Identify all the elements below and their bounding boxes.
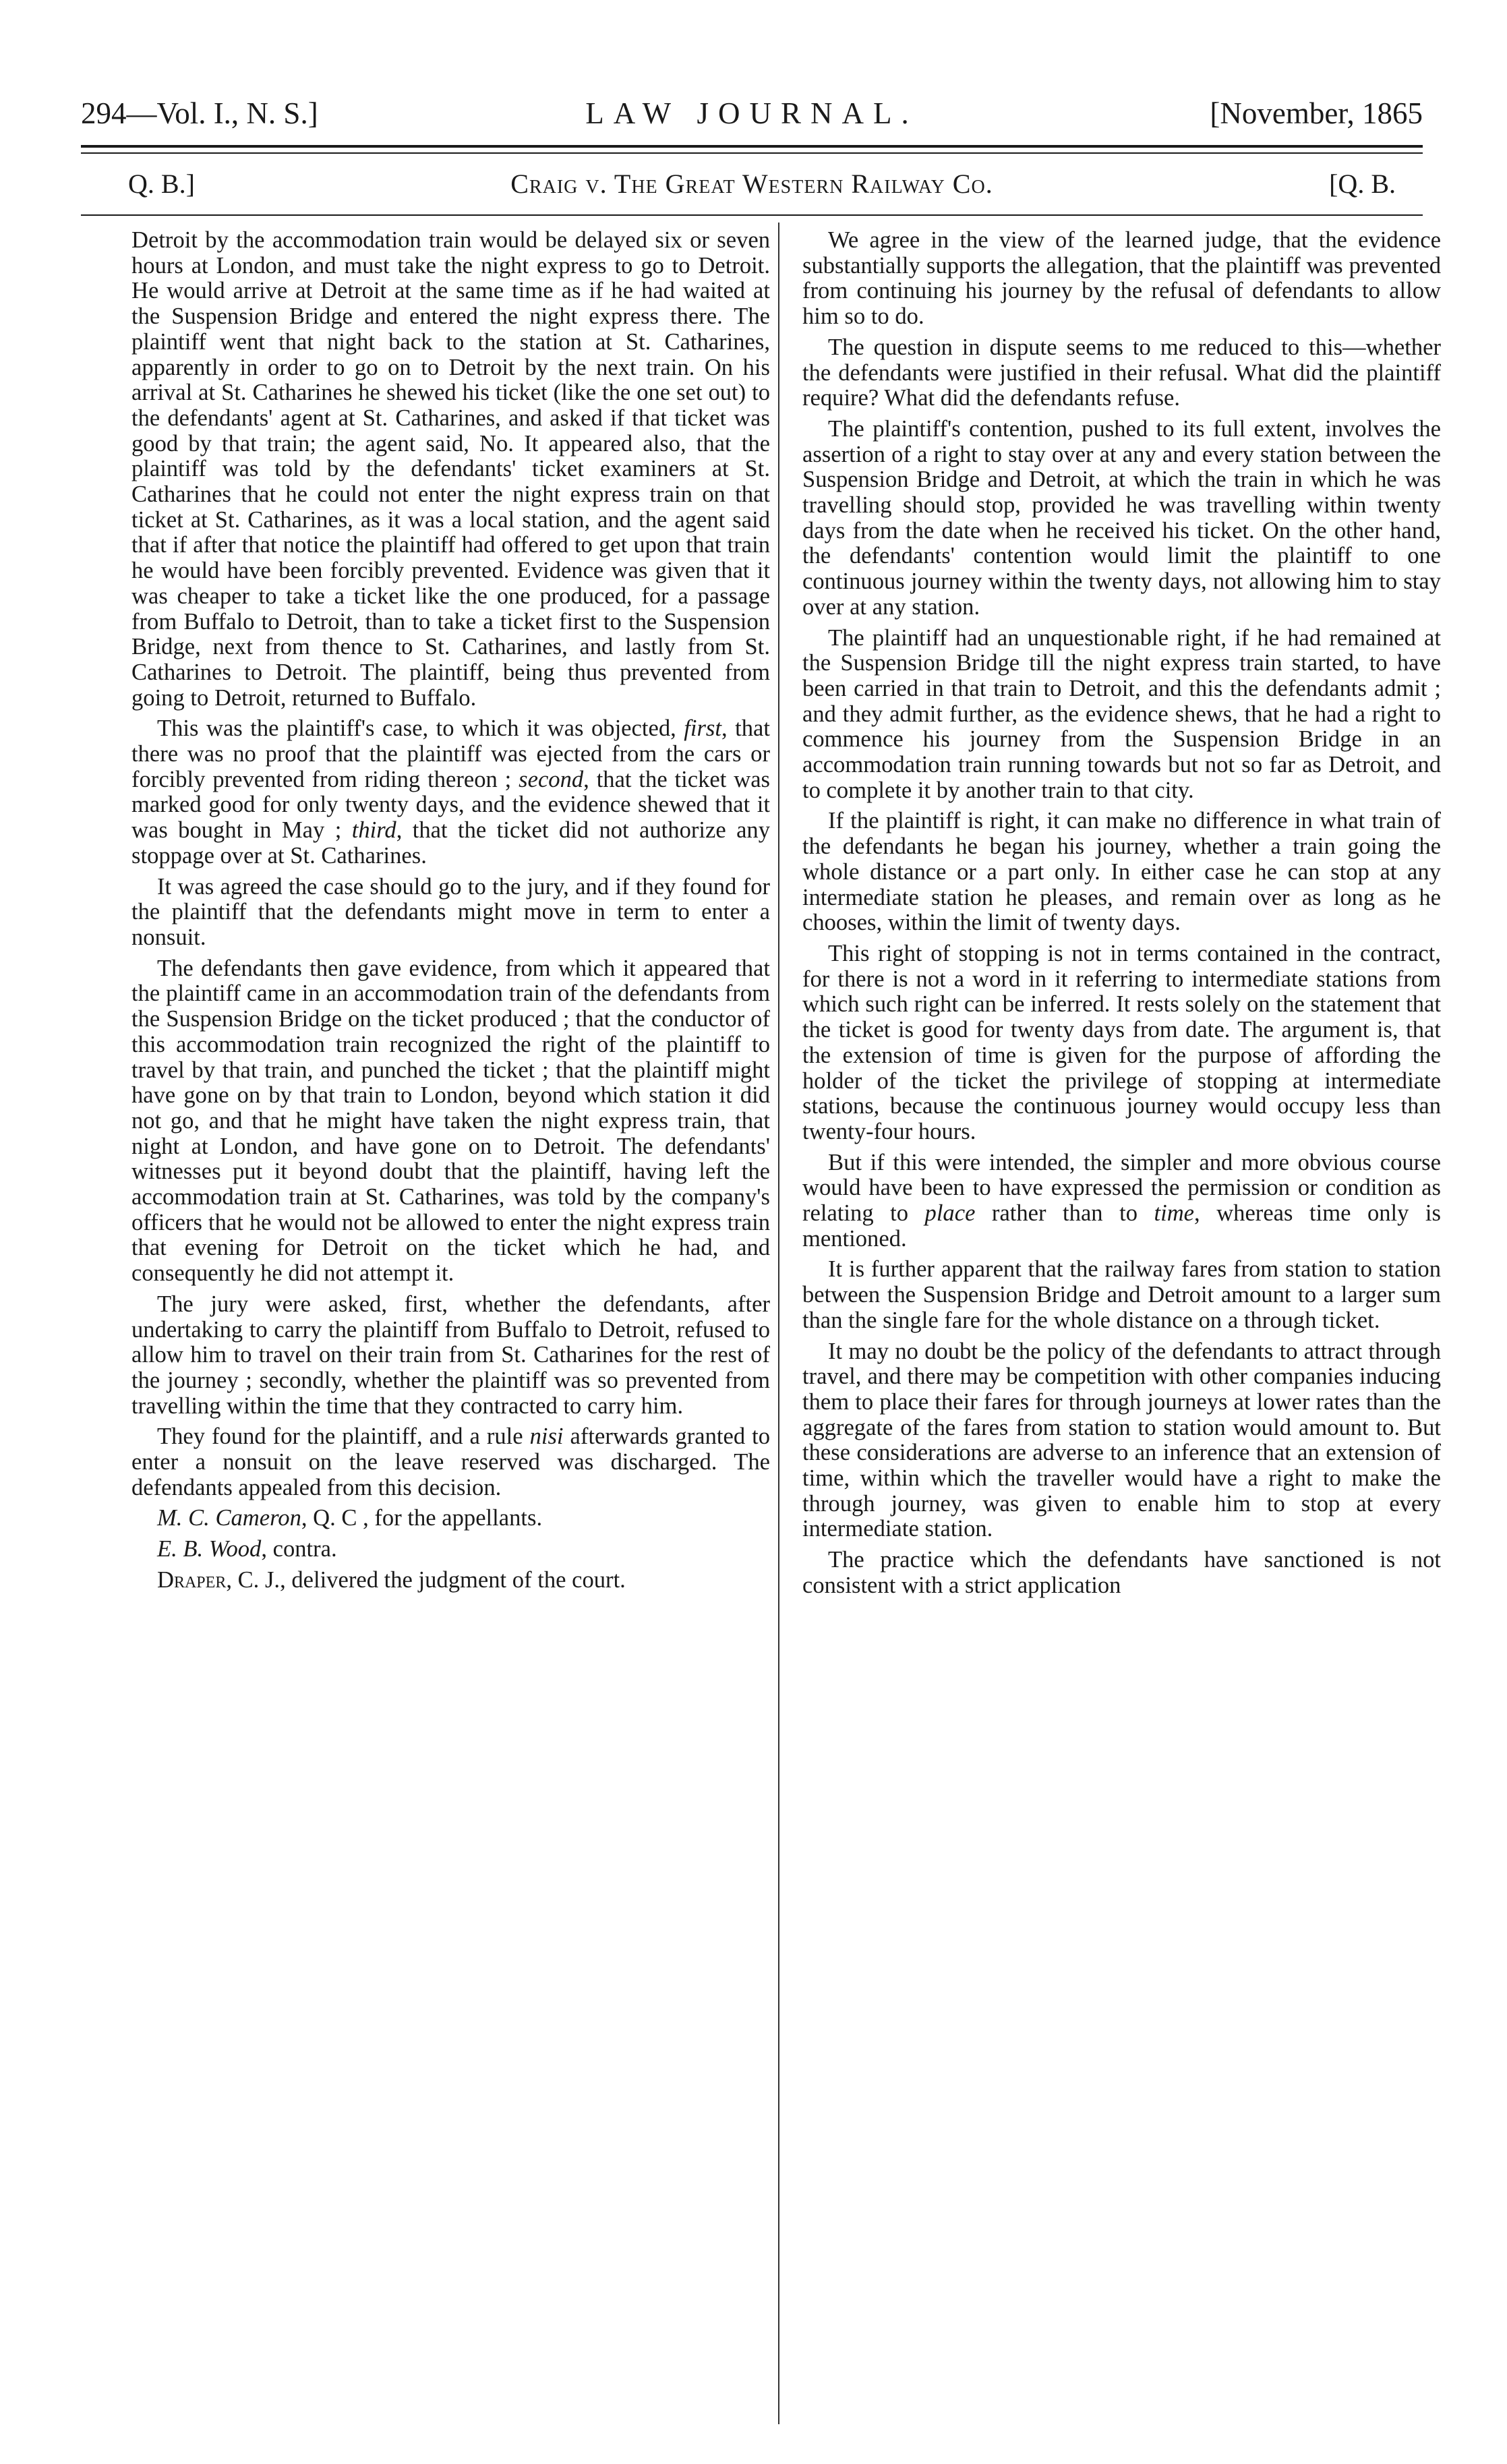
paragraph: The question in dispute seems to me reduced to this—whether the defendants were justified in their refusal. What did the plaintiff require? What did the defendants refuse.: [802, 334, 1441, 411]
page-volume-label: 294—Vol. I., N. S.]: [81, 96, 318, 130]
column-divider: [778, 223, 779, 2424]
paragraph: The plaintiff's contention, pushed to its full extent, involves the assertion of a right to stay over at any and every station between the Suspension Bridge and Detroit, at which the train in which he was travelling should stop, provided he was travelling within twenty days from the date when he received his ticket. On the other hand, the defendants' contention would limit the plaintiff to one continuous journey within the twenty days, not allowing him to stay over at any station.: [802, 415, 1441, 620]
paragraph: The jury were asked, first, whether the defendants, after undertaking to carry the plaintiff from Buffalo to Detroit, refused to allow him to travel on their train from St. Catharines for the rest of the journey ; secondly, whether the plaintiff was so prevented from travelling within the time that they contracted to carry him.: [131, 1291, 770, 1419]
journal-title: LAW JOURNAL.: [585, 96, 918, 130]
judgment-intro: Draper, C. J., delivered the judgment of the court.: [157, 1566, 626, 1593]
paragraph: They found for the plaintiff, and a rule nisi afterwards granted to enter a nonsuit on the leave reserved was discharged. The defendants appealed from this decision.: [131, 1424, 770, 1500]
case-title: Craig v. The Great Western Railway Co.: [510, 169, 993, 199]
left-column: [131, 228, 770, 1599]
header-rule-thin: [81, 152, 1423, 154]
paragraph: It was agreed the case should go to the jury, and if they found for the plaintiff that the defendants might move in term to enter a nonsuit.: [131, 873, 770, 950]
court-label-left: Q. B.]: [128, 169, 195, 199]
issue-date: [November, 1865: [1210, 96, 1423, 130]
paragraph: This right of stopping is not in terms contained in the contract, for there is not a word in it referring to intermediate stations from which such right can be inferred. It rests solely on the statement that the ticket is good for twenty days from date. The argument is, that the extension of time is given for the purpose of affording the holder of the ticket the privilege of stopping at intermediate stations, because the continuous journey would occupy less than twenty-four hours.: [802, 940, 1441, 1144]
paragraph: But if this were intended, the simpler and more obvious course would have been to have expressed the permission or condition as relating to place rather than to time, whereas time only is mentioned.: [802, 1149, 1441, 1252]
header-rule-thick: [81, 145, 1423, 148]
right-column: [802, 228, 1441, 1604]
paragraph: Detroit by the accommodation train would be delayed six or seven hours at London, and must take the night express to go to Detroit. He would arrive at Detroit at the same time as if he had waited at the Suspension Bridge and entered the night express there. The plaintiff went that night back to the station at St. Catharines, apparently in order to go on to Detroit by the next train. On his arrival at St. Catharines he shewed his ticket (like the one set out) to the defendants' agent at St. Catharines, and asked if that ticket was good by that train; the agent said, No. It appeared also, that the plaintiff was told by the defendants' ticket examiners at St. Catharines that he could not enter the night express train on that ticket at St. Catharines, as it was a local station, and the agent said that if after that notice the plaintiff had offered to get upon that train he would have been forcibly prevented. Evidence was given that it was cheaper to take a ticket like the one produced, for a passage from Buffalo to Detroit, than to take a ticket first to the Suspension Bridge, next from thence to St. Catharines, and lastly from St. Catharines to Detroit. The plaintiff, being thus prevented from going to Detroit, returned to Buffalo.: [131, 227, 770, 711]
case-head-rule: [81, 214, 1423, 216]
counsel-appellants: M. C. Cameron, Q. C , for the appellants.: [157, 1505, 543, 1531]
paragraph: We agree in the view of the learned judge, that the evidence substantially supports the allegation, that the plaintiff was prevented from continuing his journey by the refusal of defendants to allow him so to do.: [802, 227, 1441, 330]
paragraph: This was the plaintiff's case, to which it was objected, first, that there was no proof that the plaintiff was ejected from the cars or forcibly prevented from riding thereon ; second, that the ticket was marked good for only twenty days, and the evidence shewed that it was bought in May ; third, that the ticket did not authorize any stoppage over at St. Catharines.: [131, 715, 770, 869]
paragraph: The practice which the defendants have sanctioned is not consistent with a strict application: [802, 1547, 1441, 1598]
paragraph: The plaintiff had an unquestionable right, if he had remained at the Suspension Bridge till the night express train started, to have been carried in that train to Detroit, and this the defendants admit ; and they admit further, as the evidence shews, that he had a right to commence his journey from the Suspension Bridge in an accommodation train running towards but not so far as Detroit, and to complete it by another train to that city.: [802, 624, 1441, 803]
case-head: [81, 158, 1423, 209]
court-label-right: [Q. B.: [1329, 169, 1396, 199]
paragraph: If the plaintiff is right, it can make no difference in what train of the defendants he began his journey, whether a train going the whole distance or a part only. In either case he can stop at any intermediate station he pleases, and remain over as long as he chooses, within the limit of twenty days.: [802, 808, 1441, 936]
paragraph: It may no doubt be the policy of the defendants to attract through travel, and there may be competition with other companies inducing them to place their fares for through journeys at lower rates than the aggregate of the fares from station to station would amount to. But these considerations are adverse to an inference that an extension of time, within which the traveller would have a right to make the through journey, was given to enable him to stop at every intermediate station.: [802, 1338, 1441, 1542]
paragraph: The defendants then gave evidence, from which it appeared that the plaintiff came in an accommodation train of the defendants from the Suspension Bridge on the ticket produced ; that the conductor of this accommodation train recognized the right of the plaintiff to travel by that train, and punched the ticket ; that the plaintiff might have gone on by that train to London, beyond which station it did not go, and that he might have taken the night express train, that night at London, and have gone on to Detroit. The defendants' witnesses put it beyond doubt that the plaintiff, having left the accommodation train at St. Catharines, was told by the company's officers that he would not be allowed to enter the night express train that evening for Detroit on the ticket which he had, and consequently he did not attempt it.: [131, 955, 770, 1287]
running-head: [81, 93, 1423, 134]
counsel-respondent: E. B. Wood, contra.: [157, 1536, 337, 1562]
paragraph: It is further apparent that the railway fares from station to station between the Suspension Bridge and Detroit amount to a larger sum than the single fare for the whole distance on a through ticket.: [802, 1256, 1441, 1333]
